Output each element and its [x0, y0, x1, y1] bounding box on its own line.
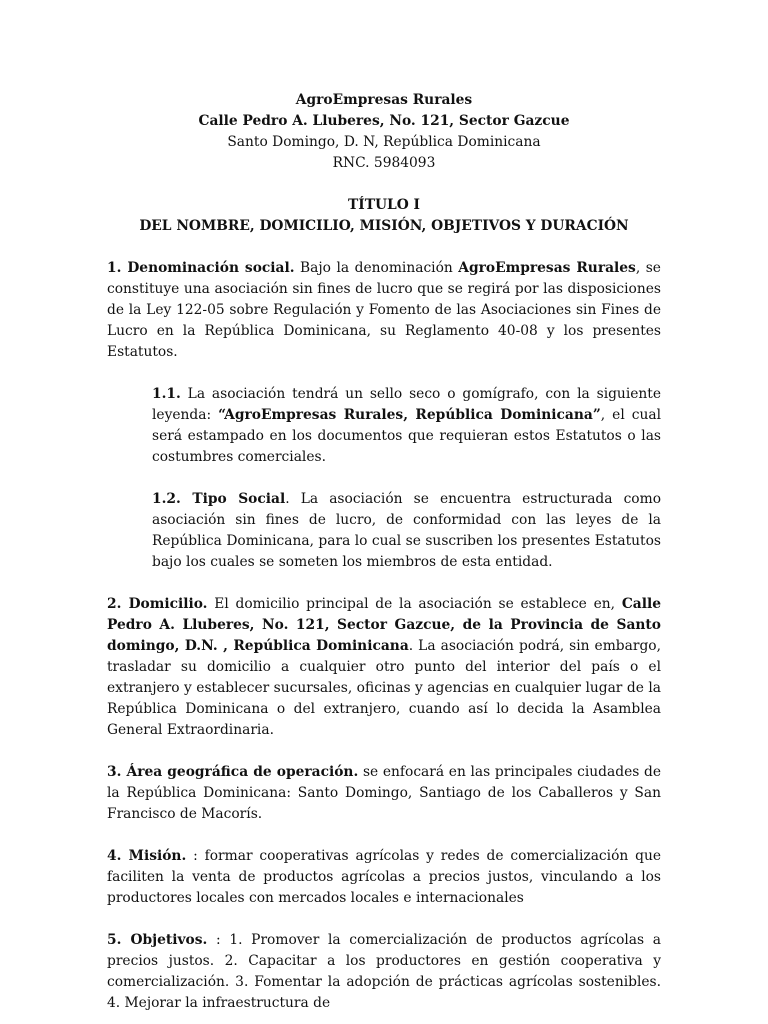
document-header — [107, 90, 661, 174]
section-text: . La asociación podrá, sin embargo, trasladar su domicilio a cualquier otro punto del interior del país o el extranjero y establecer sucursales, oficinas y agencias en cualquier lugar de la República Dominicana o del extranjero, cuando así lo decida la Asamblea General Extraordinaria. — [107, 638, 661, 738]
section-4-mision — [107, 846, 661, 909]
org-rnc: RNC. 5984093 — [332, 155, 436, 171]
section-text: . La asociación se encuentra estructurada como asociación sin fines de lucro, de conformidad con las leyes de la República Dominicana, para lo cual se suscriben los presentes Estatutos bajo los cuales se someten los miembros de esta entidad. — [152, 491, 662, 570]
section-text: Bajo la denominación — [294, 260, 459, 276]
section-label: 1.2. Tipo Social — [152, 491, 286, 507]
section-text: se enfocará en las principales ciudades de la República Dominicana: Santo Domingo, Santiago de los Caballeros y San Francisco de Macorís. — [107, 764, 661, 822]
section-bold-text: Calle Pedro A. Lluberes, No. 121, Sector Gazcue, de la Provincia de Santo domingo, D.N. , República Dominicana — [107, 596, 661, 654]
section-3-area-geografica — [107, 762, 661, 825]
section-label: 1. Denominación social. — [107, 260, 295, 276]
section-label: 4. Misión. — [107, 848, 187, 864]
section-label: 3. Área geográfica de operación. — [107, 764, 359, 780]
org-city: Santo Domingo, D. N, República Dominicana — [227, 134, 541, 150]
section-label: 2. Domicilio. — [107, 596, 208, 612]
title-subheading: DEL NOMBRE, DOMICILIO, MISIÓN, OBJETIVOS Y DURACIÓN — [139, 218, 629, 234]
section-2-domicilio — [107, 594, 661, 741]
section-text: , se constituye una asociación sin fines de lucro que se regirá por las disposiciones de la Ley 122-05 sobre Regulación y Fomento de las Asociaciones sin Fines de Lucro en la República Dominicana, su Reglamento 40-08 y los presentes Estatutos. — [107, 260, 661, 360]
title-heading: TÍTULO I — [348, 197, 420, 213]
section-text: : formar cooperativas agrícolas y redes de comercialización que faciliten la venta de productos agrícolas a precios justos, vinculando a los productores locales con mercados locales e internacionales — [107, 848, 662, 906]
section-text: , el cual será estampado en los documentos que requieran estos Estatutos o las costumbres comerciales. — [152, 407, 661, 465]
section-1-denominacion — [107, 258, 661, 363]
section-1-2-tipo-social — [152, 489, 661, 573]
section-label: 1.1. — [152, 386, 181, 402]
section-bold-text: AgroEmpresas Rurales — [458, 260, 636, 276]
title-block — [107, 195, 661, 237]
org-address: Calle Pedro A. Lluberes, No. 121, Sector Gazcue — [198, 113, 570, 129]
section-text: La asociación tendrá un sello seco o gomígrafo, con la siguiente leyenda: — [152, 386, 661, 423]
section-text: : 1. Promover la comercialización de productos agrícolas a precios justos. 2. Capacitar a los productores en gestión cooperativa y comercialización. 3. Fomentar la adopción de prácticas agrícolas sostenibles. 4. Mejorar la infraestructura de — [107, 932, 662, 1011]
org-name: AgroEmpresas Rurales — [295, 92, 473, 108]
section-1-1-sello — [152, 384, 661, 468]
section-text: El domicilio principal de la asociación se establece en, — [207, 596, 622, 612]
section-label: 5. Objetivos. — [107, 932, 208, 948]
section-bold-text: “AgroEmpresas Rurales, República Dominicana” — [218, 407, 601, 423]
section-5-objetivos — [107, 930, 661, 1014]
